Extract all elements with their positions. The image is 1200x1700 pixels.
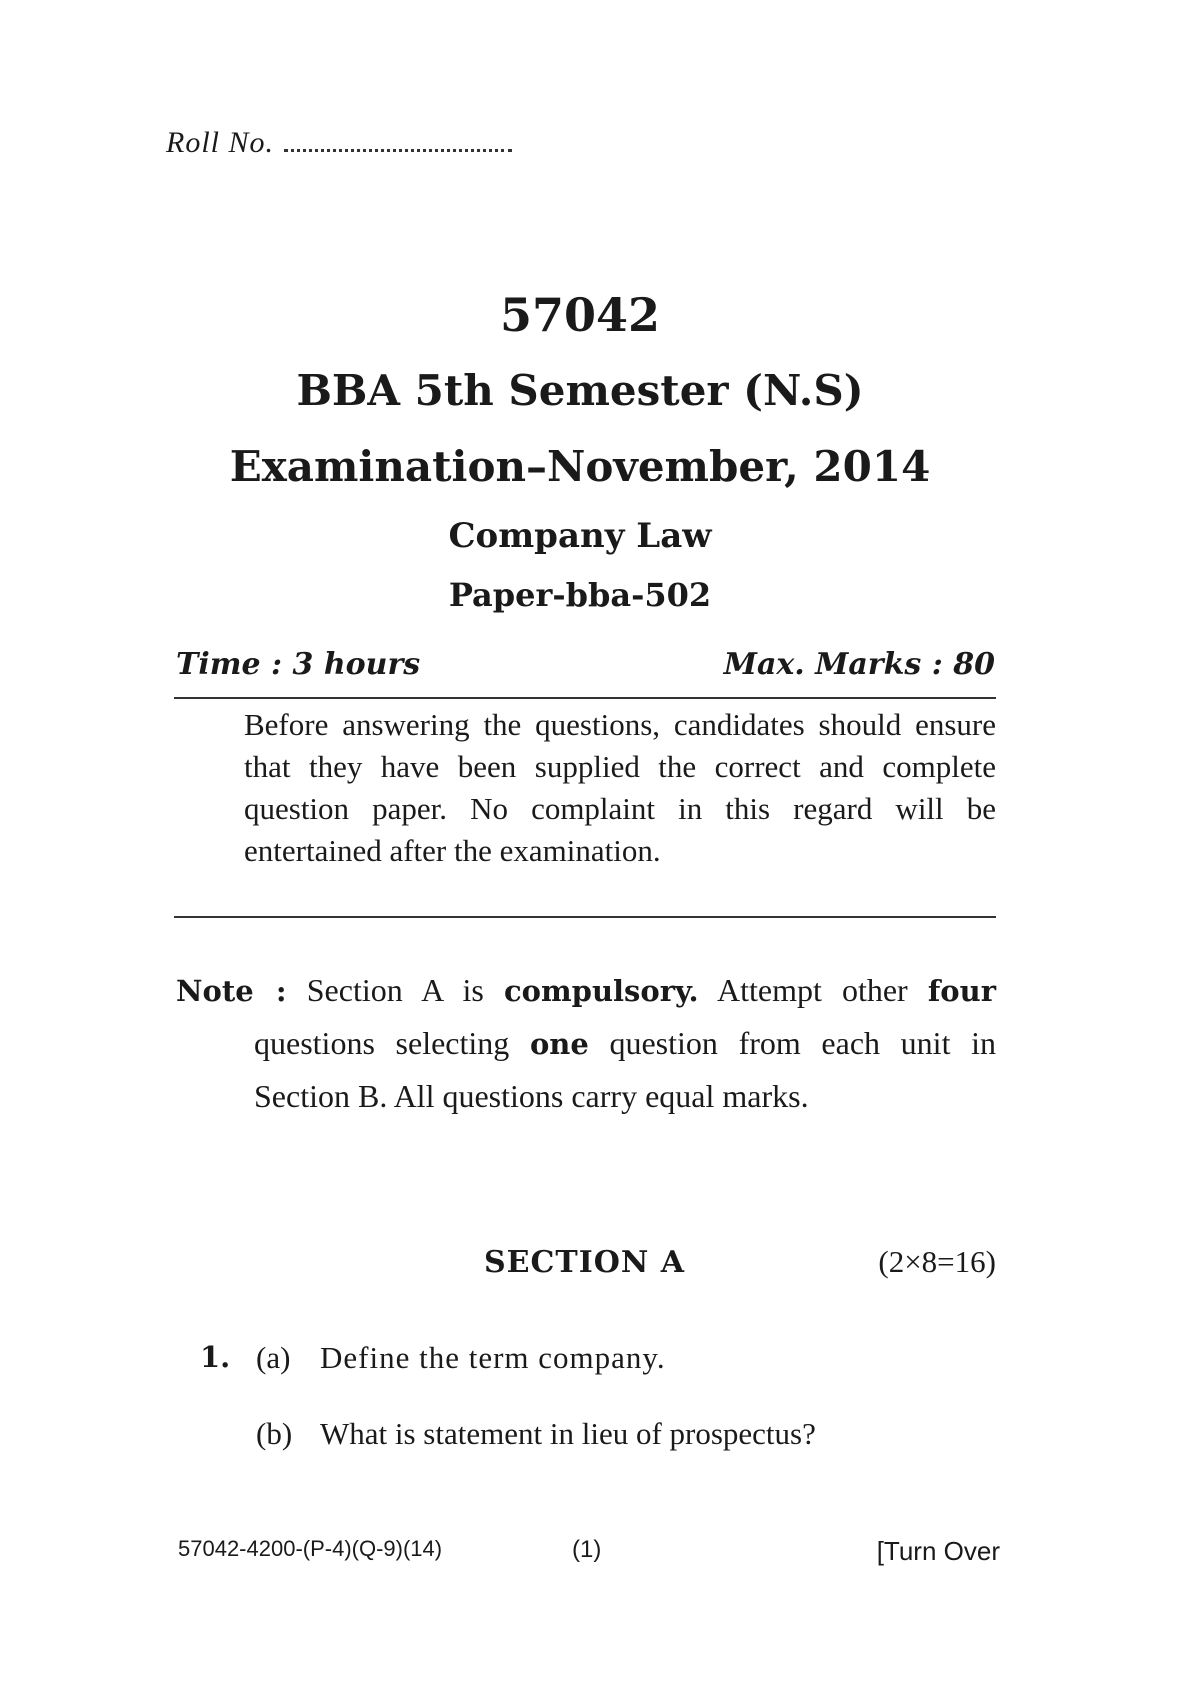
course-title: BBA 5th Semester (N.S): [296, 366, 864, 415]
question-part-text: What is statement in lieu of prospectus?: [320, 1416, 816, 1451]
section-a-marks: (2×8=16): [878, 1244, 996, 1279]
note-bold-four: four: [927, 974, 997, 1008]
exam-note: [176, 964, 996, 1122]
paper-number: Paper-bba-502: [448, 576, 712, 614]
candidate-instructions: Before answering the questions, candidates should ensure that they have been supplied the correct and complete question paper. No complaint in this regard will be entertained after the examination.: [244, 707, 996, 868]
question-part-text: Define the term company.: [320, 1340, 666, 1375]
roll-number-label: Roll No.: [166, 126, 275, 159]
question-part-label: (a): [256, 1340, 291, 1375]
note-label: Note :: [176, 974, 287, 1008]
note-text-2: Attempt other: [698, 972, 928, 1008]
question-part-label: (b): [256, 1416, 293, 1451]
note-text-1: Section A is: [286, 972, 504, 1008]
roll-number-field: [166, 126, 512, 160]
paper-code: 57042: [499, 288, 661, 342]
note-bold-one: one: [529, 1027, 589, 1061]
footer-turn-over: [Turn Over: [876, 1536, 1000, 1566]
examination-title: Examination–November, 2014: [229, 442, 931, 491]
max-marks: Max. Marks : 80: [723, 647, 995, 682]
question-number: 1.: [200, 1340, 231, 1374]
footer-paper-code: 57042-4200-(P-4)(Q-9)(14): [178, 1536, 443, 1561]
section-a-title: SECTION A: [484, 1245, 686, 1280]
note-text-3: questions selecting: [254, 1025, 530, 1061]
roll-number-blank: [284, 129, 512, 152]
instructions-bottom-rule: [174, 916, 996, 918]
note-bold-compulsory: compulsory.: [503, 974, 699, 1008]
note-text-4: question from each unit in Section B. All questions carry equal marks.: [254, 1025, 997, 1114]
footer-page-number: (1): [572, 1536, 602, 1563]
time-allowed: Time : 3 hours: [176, 647, 421, 682]
instructions-top-rule: [174, 697, 996, 699]
subject-title: Company Law: [448, 516, 712, 556]
